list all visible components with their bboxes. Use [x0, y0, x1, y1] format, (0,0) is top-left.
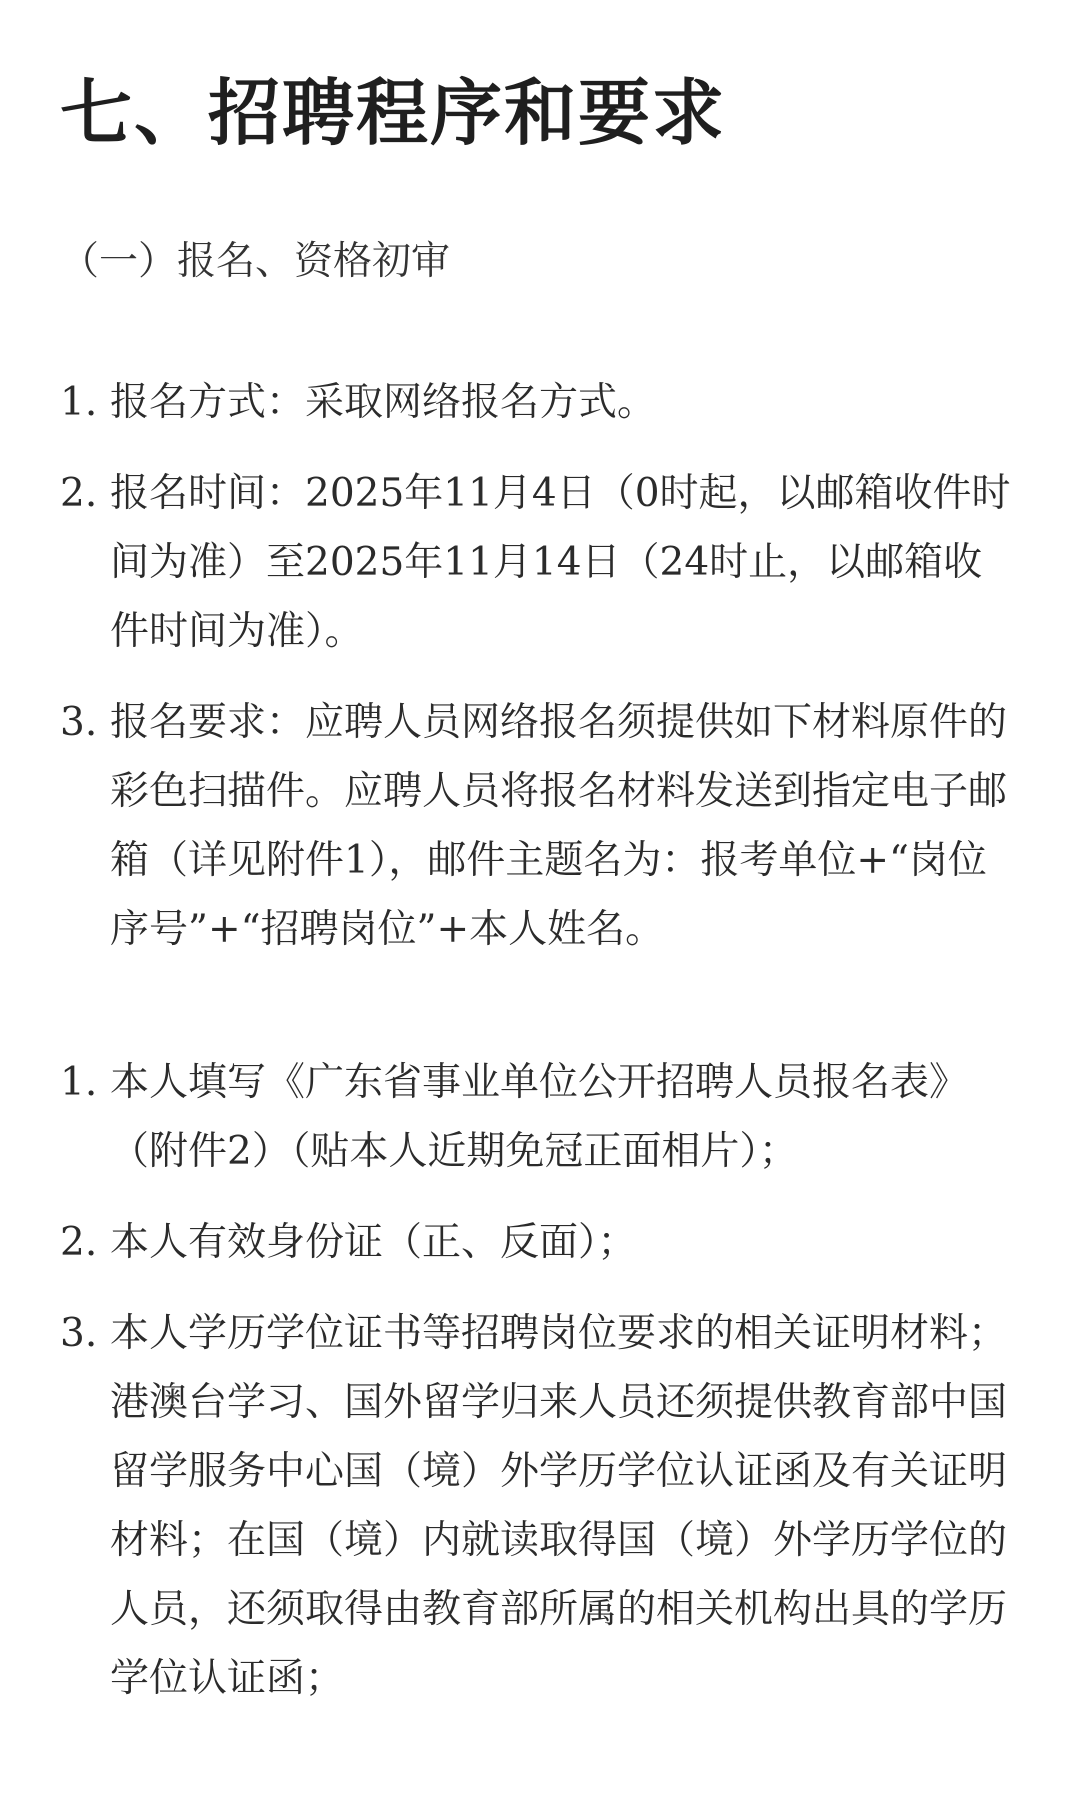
list-item-text: 报名时间：2025年11月4日（0时起，以邮箱收件时间为准）至2025年11月14日（24时止，以邮箱收件时间为准）。 — [110, 471, 1011, 654]
list-item-text: 本人填写《广东省事业单位公开招聘人员报名表》（附件2）（贴本人近期免冠正面相片）； — [110, 1060, 969, 1174]
list-item-text: 本人有效身份证（正、反面）； — [110, 1220, 637, 1265]
required-materials-list — [60, 1048, 1020, 1713]
list-item — [60, 1048, 1020, 1186]
list-item-number: 2. — [60, 471, 98, 516]
list-item — [60, 368, 1020, 437]
list-item — [60, 688, 1020, 964]
list-item-number: 2. — [60, 1220, 98, 1265]
section-title: 七、招聘程序和要求 — [60, 70, 727, 155]
list-item-number: 3. — [60, 700, 98, 745]
subsection-title: （一）报名、资格初审 — [60, 239, 451, 284]
registration-steps-list — [60, 368, 1020, 964]
list-item-text: 报名方式：采取网络报名方式。 — [110, 380, 657, 425]
list-item-text: 本人学历学位证书等招聘岗位要求的相关证明材料；港澳台学习、国外留学归来人员还须提供教育部中国留学服务中心国（境）外学历学位认证函及有关证明材料；在国（境）内就读取得国（境）外学历学位的人员，还须取得由教育部所属的相关机构出具的学历学位认证函； — [110, 1311, 1008, 1701]
list-item-text: 报名要求：应聘人员网络报名须提供如下材料原件的彩色扫描件。应聘人员将报名材料发送到指定电子邮箱（详见附件1），邮件主题名为：报考单位+“岗位序号”+“招聘岗位”+本人姓名。 — [110, 700, 1008, 952]
list-item — [60, 1208, 1020, 1277]
list-item-number: 1. — [60, 1060, 98, 1105]
list-item — [60, 1299, 1020, 1713]
list-item-number: 3. — [60, 1311, 98, 1356]
list-item-number: 1. — [60, 380, 98, 425]
list-item — [60, 459, 1020, 666]
